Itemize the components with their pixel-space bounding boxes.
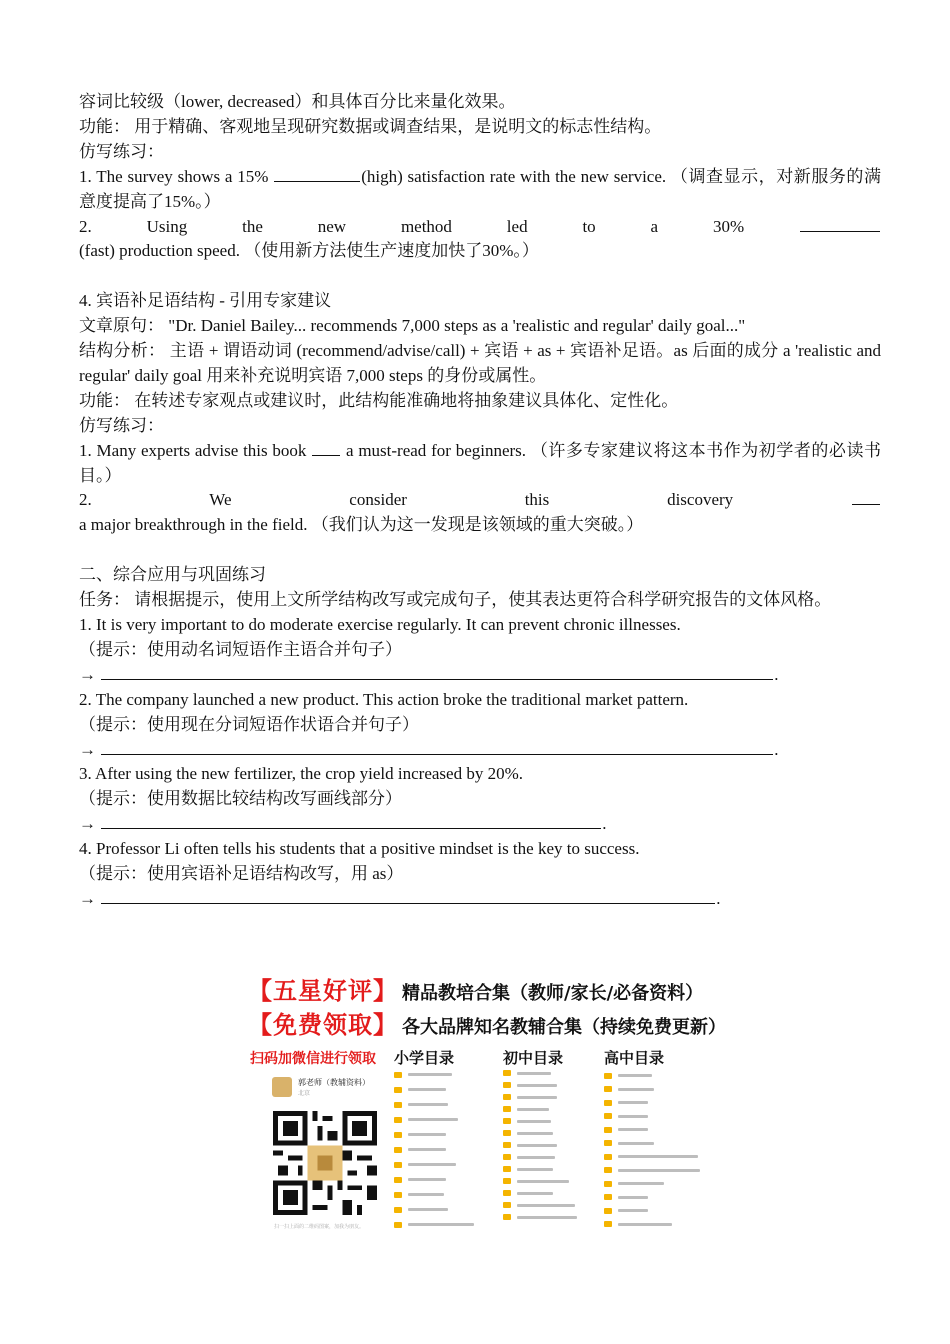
exercise-item: 1. Many experts advise this book a must-read for beginners. （许多专家建议将这本书作为初学者的必读书目。） — [79, 440, 882, 485]
folder-icon — [503, 1166, 511, 1172]
folder-icon — [604, 1154, 612, 1160]
folder-icon — [503, 1214, 511, 1220]
document-body — [79, 90, 881, 912]
answer-blank[interactable] — [101, 740, 773, 755]
folder-icon — [503, 1082, 511, 1088]
folder-icon — [604, 1181, 612, 1187]
folder-icon — [394, 1207, 402, 1213]
high-folder-list — [604, 1069, 700, 1231]
answer-blank[interactable] — [800, 217, 880, 232]
high-catalog-heading: 高中目录 — [604, 1049, 665, 1067]
qr-code-icon[interactable] — [273, 1111, 377, 1215]
answer-blank[interactable] — [312, 441, 340, 456]
folder-icon — [503, 1106, 511, 1112]
text-line: 仿写练习： — [79, 141, 164, 161]
wechat-contact-card[interactable]: 郭老师（教辅资料） 北京 扫一扫上面的二维码图案，加我为朋友。 — [268, 1073, 398, 1233]
folder-icon — [503, 1070, 511, 1076]
folder-icon — [604, 1221, 612, 1227]
answer-line: → . — [79, 739, 779, 759]
hint: （提示：使用宾语补足语结构改写，用 as） — [79, 864, 404, 884]
section-title: 二、综合应用与巩固练习 — [79, 565, 266, 585]
function-note: 功能： 在转述专家观点或建议时，此结构能准确地将抽象建议具体化、定性化。 — [79, 390, 679, 410]
folder-icon — [604, 1194, 612, 1200]
scan-instruction: 扫码加微信进行领取 — [250, 1051, 376, 1067]
structure-analysis: 结构分析： 主语 + 谓语动词 (recommend/advise/call) + 宾语 + as + 宾语补足语。as 后面的成分 a 'realistic and regular' daily goal 用来补充说明宾语 7,000 steps 的身份或属性。 — [79, 341, 881, 385]
middle-folder-list — [503, 1067, 577, 1223]
promo-row-2: 【免费领取】 各大品牌知名教辅合集（持续免费更新） — [248, 1011, 726, 1039]
folder-icon — [394, 1087, 402, 1093]
folder-icon — [604, 1073, 612, 1079]
answer-blank[interactable] — [274, 167, 360, 182]
folder-icon — [604, 1113, 612, 1119]
folder-icon — [503, 1178, 511, 1184]
answer-blank[interactable] — [101, 665, 773, 680]
section-title: 4. 宾语补足语结构 - 引用专家建议 — [79, 291, 332, 311]
hint: （提示：使用动名词短语作主语合并句子） — [79, 639, 402, 659]
folder-icon — [503, 1154, 511, 1160]
folder-icon — [394, 1102, 402, 1108]
exercise-item: 1. The survey shows a 15% (high) satisfaction rate with the new service. （调查显示，对新服务的满意度提高了15%。） — [79, 166, 881, 211]
answer-line: → . — [79, 888, 721, 908]
original-sentence: 文章原句： "Dr. Daniel Bailey... recommends 7,000 steps as a 'realistic and regular' daily goal..." — [79, 316, 746, 336]
folder-icon — [394, 1072, 402, 1078]
folder-icon — [394, 1132, 402, 1138]
exercise-item: 2. Using the new method led to a 30% (fast) production speed. （使用新方法使生产速度加快了30%。） — [79, 215, 881, 265]
text-line: 容词比较级（lower, decreased）和具体百分比来量化效果。 — [79, 92, 516, 111]
answer-blank[interactable] — [101, 889, 715, 904]
middle-catalog-heading: 初中目录 — [503, 1049, 564, 1067]
primary-folder-list — [394, 1067, 474, 1232]
folder-icon — [503, 1118, 511, 1124]
promo-row-1: 【五星好评】 精品教培合集（教师/家长/必备资料） — [248, 977, 704, 1005]
folder-icon — [394, 1147, 402, 1153]
hint: （提示：使用现在分词短语作状语合并句子） — [79, 714, 419, 734]
folder-icon — [604, 1167, 612, 1173]
folder-icon — [394, 1117, 402, 1123]
answer-line: → . — [79, 814, 607, 834]
practice-label: 仿写练习： — [79, 415, 164, 435]
hint: （提示：使用数据比较结构改写画线部分） — [79, 789, 402, 809]
question: 1. It is very important to do moderate exercise regularly. It can prevent chronic illnesses. — [79, 615, 681, 634]
folder-icon — [394, 1222, 402, 1228]
folder-icon — [503, 1094, 511, 1100]
answer-line: → . — [79, 664, 779, 684]
folder-icon — [503, 1202, 511, 1208]
folder-icon — [503, 1142, 511, 1148]
folder-icon — [604, 1127, 612, 1133]
answer-blank[interactable] — [852, 490, 880, 505]
exercise-item: 2. We consider this discovery a major breakthrough in the field. （我们认为这一发现是该领域的重大突破。） — [79, 488, 881, 538]
folder-icon — [604, 1100, 612, 1106]
folder-icon — [394, 1177, 402, 1183]
task-description: 任务： 请根据提示，使用上文所学结构改写或完成句子，使其表达更符合科学研究报告的文体风格。 — [79, 590, 832, 610]
folder-icon — [394, 1192, 402, 1198]
folder-icon — [503, 1130, 511, 1136]
primary-catalog-heading: 小学目录 — [394, 1049, 455, 1067]
folder-icon — [503, 1190, 511, 1196]
avatar — [272, 1077, 292, 1097]
question: 3. After using the new fertilizer, the crop yield increased by 20%. — [79, 764, 524, 784]
folder-icon — [604, 1086, 612, 1092]
folder-icon — [394, 1162, 402, 1168]
folder-icon — [604, 1208, 612, 1214]
answer-blank[interactable] — [101, 814, 601, 829]
promo-banner[interactable] — [248, 965, 726, 1237]
text-line: 功能： 用于精确、客观地呈现研究数据或调查结果，是说明文的标志性结构。 — [79, 116, 662, 136]
question: 4. Professor Li often tells his students that a positive mindset is the key to success. — [79, 839, 640, 859]
question: 2. The company launched a new product. This action broke the traditional market pattern. — [79, 689, 689, 709]
folder-icon — [604, 1140, 612, 1146]
